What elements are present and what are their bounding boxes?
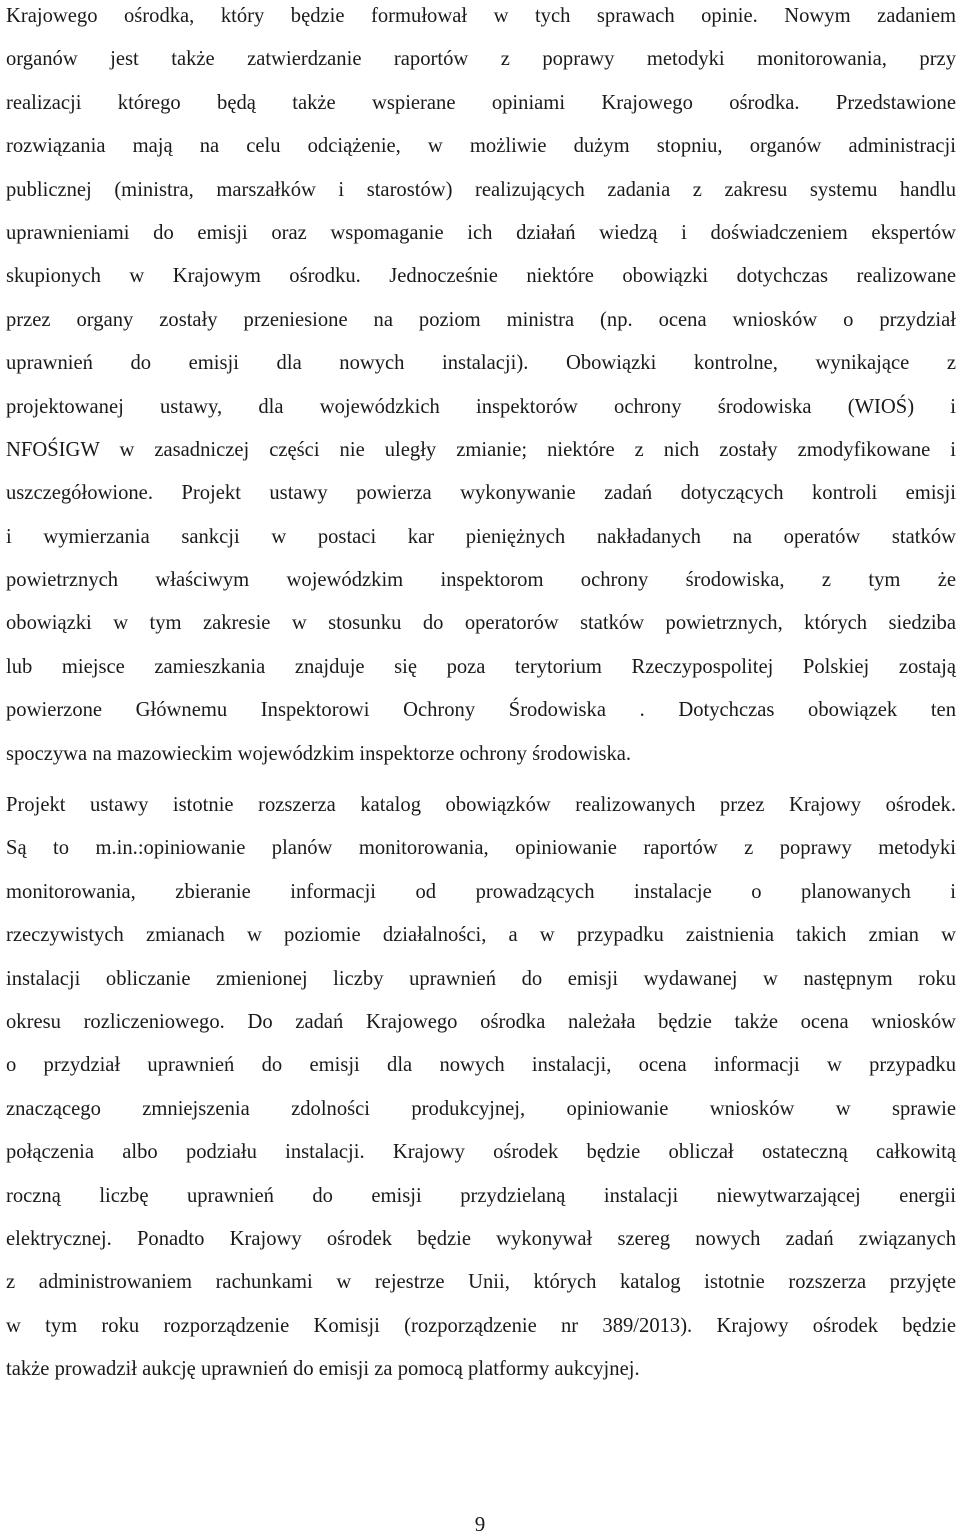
text-line: roczną liczbę uprawnień do emisji przydzielaną instalacji niewytwarzającej energii	[6, 1184, 956, 1207]
text-line: i wymierzania sankcji w postaci kar pieniężnych nakładanych na operatów statków	[6, 525, 956, 548]
text-line: organów jest także zatwierdzanie raportów z poprawy metodyki monitorowania, przy	[6, 48, 956, 71]
text-line: publicznej (ministra, marszałków i starostów) realizujących zadania z zakresu systemu handlu	[6, 178, 956, 201]
text-line: realizacji którego będą także wspierane opiniami Krajowego ośrodka. Przedstawione	[6, 91, 956, 114]
text-line: znaczącego zmniejszenia zdolności produkcyjnej, opiniowanie wniosków w sprawie	[6, 1097, 956, 1120]
text-line: lub miejsce zamieszkania znajduje się poza terytorium Rzeczypospolitej Polskiej zostają	[6, 655, 956, 678]
text-line: z administrowaniem rachunkami w rejestrze Unii, których katalog istotnie rozszerza przyjęte	[6, 1271, 956, 1294]
text-line: przez organy zostały przeniesione na poziom ministra (np. ocena wniosków o przydział	[6, 308, 956, 331]
text-line: skupionych w Krajowym ośrodku. Jednocześnie niektóre obowiązki dotychczas realizowane	[6, 265, 956, 288]
text-line: instalacji obliczanie zmienionej liczby uprawnień do emisji wydawanej w następnym roku	[6, 967, 956, 990]
text-line: rzeczywistych zmianach w poziomie działalności, a w przypadku zaistnienia takich zmian w	[6, 924, 956, 947]
paragraph-1	[6, 0, 956, 776]
text-line: o przydział uprawnień do emisji dla nowych instalacji, ocena informacji w przypadku	[6, 1054, 956, 1077]
text-line: uszczegółowione. Projekt ustawy powierza wykonywanie zadań dotyczących kontroli emisji	[6, 482, 956, 505]
text-line: powierzone Głównemu Inspektorowi Ochrony Środowiska . Dotychczas obowiązek ten	[6, 699, 956, 722]
text-line: w tym roku rozporządzenie Komisji (rozporządzenie nr 389/2013). Krajowy ośrodek będzie	[6, 1314, 956, 1337]
text-line: powietrznych właściwym wojewódzkim inspektorom ochrony środowiska, z tym że	[6, 569, 956, 592]
text-line: Projekt ustawy istotnie rozszerza katalog obowiązków realizowanych przez Krajowy ośrodek.	[6, 794, 956, 816]
text-line: Są to m.in.:opiniowanie planów monitorowania, opiniowanie raportów z poprawy metodyki	[6, 837, 956, 860]
text-line: także prowadził aukcję uprawnień do emisji za pomocą platformy aukcyjnej.	[6, 1358, 640, 1381]
text-line: uprawnień do emisji dla nowych instalacji). Obowiązki kontrolne, wynikające z	[6, 352, 956, 375]
paragraph-2	[6, 784, 956, 1391]
text-line: obowiązki w tym zakresie w stosunku do operatorów statków powietrznych, których siedziba	[6, 612, 956, 635]
text-line: spoczywa na mazowieckim wojewódzkim inspektorze ochrony środowiska.	[6, 742, 632, 765]
text-line: projektowanej ustawy, dla wojewódzkich inspektorów ochrony środowiska (WIOŚ) i	[6, 395, 956, 418]
text-line: Krajowego ośrodka, który będzie formułował w tych sprawach opinie. Nowym zadaniem	[6, 5, 956, 27]
text-line: rozwiązania mają na celu odciążenie, w możliwie dużym stopniu, organów administracji	[6, 135, 956, 158]
text-line: okresu rozliczeniowego. Do zadań Krajowego ośrodka należała będzie także ocena wniosków	[6, 1010, 956, 1033]
text-line: połączenia albo podziału instalacji. Krajowy ośrodek będzie obliczał ostateczną całkowitą	[6, 1141, 956, 1164]
text-line: uprawnieniami do emisji oraz wspomaganie ich działań wiedzą i doświadczeniem ekspertów	[6, 221, 956, 244]
text-line: monitorowania, zbieranie informacji od prowadzących instalacje o planowanych i	[6, 880, 956, 903]
page-number: 9	[474, 1512, 486, 1536]
text-line: NFOŚIGW w zasadniczej części nie uległy zmianie; niektóre z nich zostały zmodyfikowane i	[6, 438, 956, 461]
text-line: elektrycznej. Ponadto Krajowy ośrodek będzie wykonywał szereg nowych zadań związanych	[6, 1227, 956, 1250]
